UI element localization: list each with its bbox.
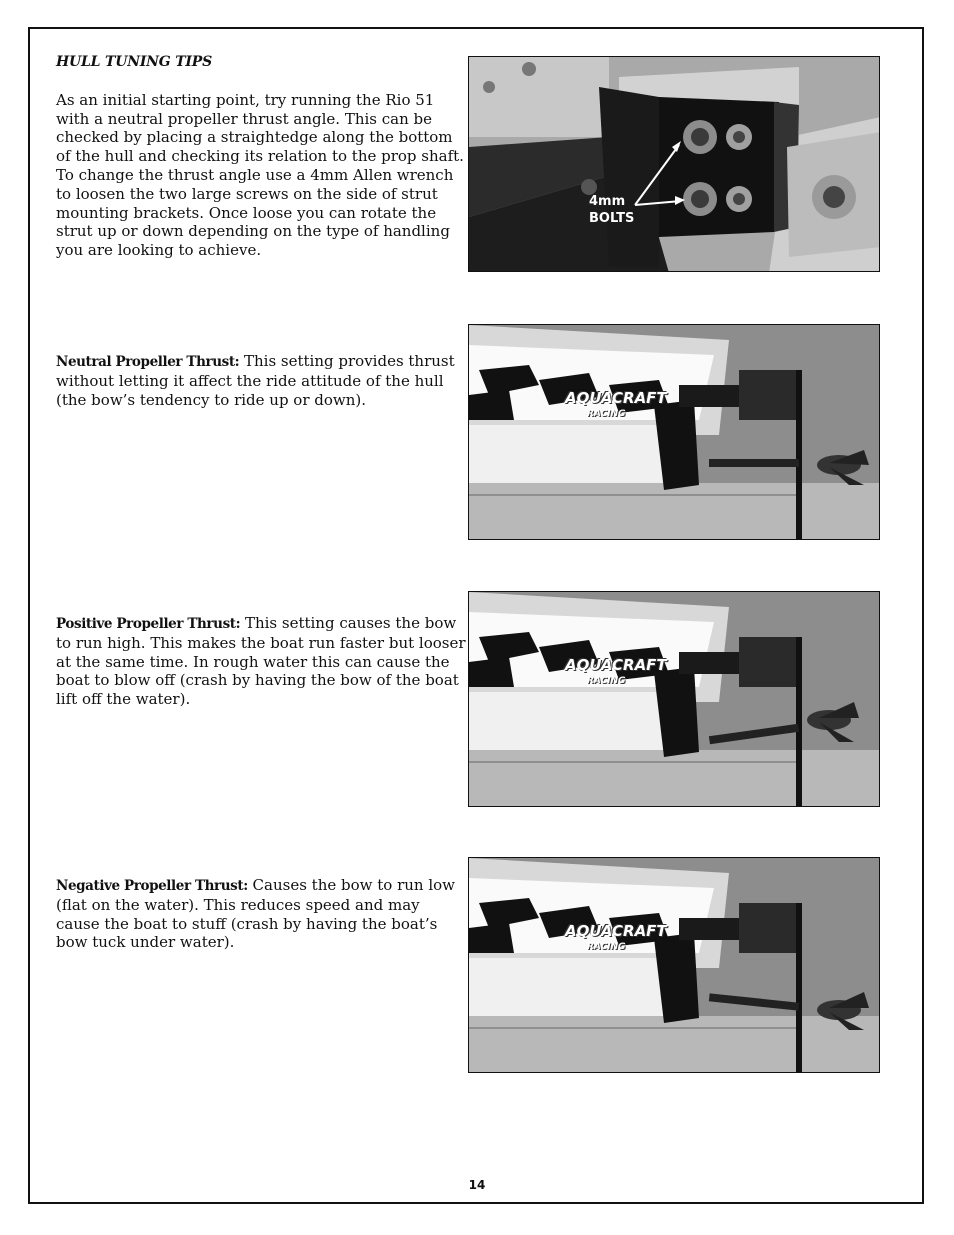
intro-section	[56, 53, 466, 260]
bolts-callout-label	[589, 193, 634, 227]
positive-thrust-photo	[468, 591, 880, 807]
negative-thrust-paragraph	[56, 876, 466, 952]
bolts-callout-size: 4mm	[589, 194, 626, 209]
positive-thrust-text: This setting causes the bow to run high. This makes the boat run faster but looser at the same time. In rough water this can cause the boat to blow off (crash by having the bow of the boat lift off the water).	[56, 614, 466, 709]
aquacraft-logo: AQUACRAFT	[565, 389, 667, 407]
negative-thrust-text: Causes the bow to run low (flat on the water). This reduces speed and may cause the boat to stuff (crash by having the boat’s bow tuck under water).	[56, 876, 455, 952]
aquacraft-logo-sub: RACING	[587, 676, 626, 686]
neutral-thrust-paragraph	[56, 352, 466, 409]
positive-thrust-paragraph	[56, 614, 466, 709]
strut-bracket-bolts-photo	[468, 56, 880, 272]
neutral-thrust-photo	[468, 324, 880, 540]
aquacraft-logo: AQUACRAFT	[565, 922, 667, 940]
aquacraft-logo: AQUACRAFT	[565, 656, 667, 674]
positive-thrust-lead: Positive Propeller Thrust:	[56, 616, 241, 632]
intro-paragraph: As an initial starting point, try running the Rio 51 with a neutral propeller thrust angle. This can be checked by placing a straightedge along the bottom of the hull and checking its relation to the prop shaft. To change the thrust angle use a 4mm Allen wrench to loosen the two large screws on the side of strut mounting brackets. Once loose you can rotate the strut up or down depending on the type of handling you are looking to achieve.	[56, 90, 464, 260]
aquacraft-logo-sub: RACING	[587, 409, 626, 419]
page-number: 14	[468, 1178, 486, 1192]
negative-thrust-photo	[468, 857, 880, 1073]
neutral-thrust-lead: Neutral Propeller Thrust:	[56, 354, 240, 370]
neutral-thrust-text: This setting provides thrust without letting it affect the ride attitude of the hull (the bow’s tendency to ride up or down).	[56, 352, 455, 409]
section-heading: HULL TUNING TIPS	[56, 54, 213, 70]
bolts-callout-word: BOLTS	[589, 211, 635, 226]
negative-thrust-lead: Negative Propeller Thrust:	[56, 878, 248, 894]
aquacraft-logo-sub: RACING	[587, 942, 626, 952]
